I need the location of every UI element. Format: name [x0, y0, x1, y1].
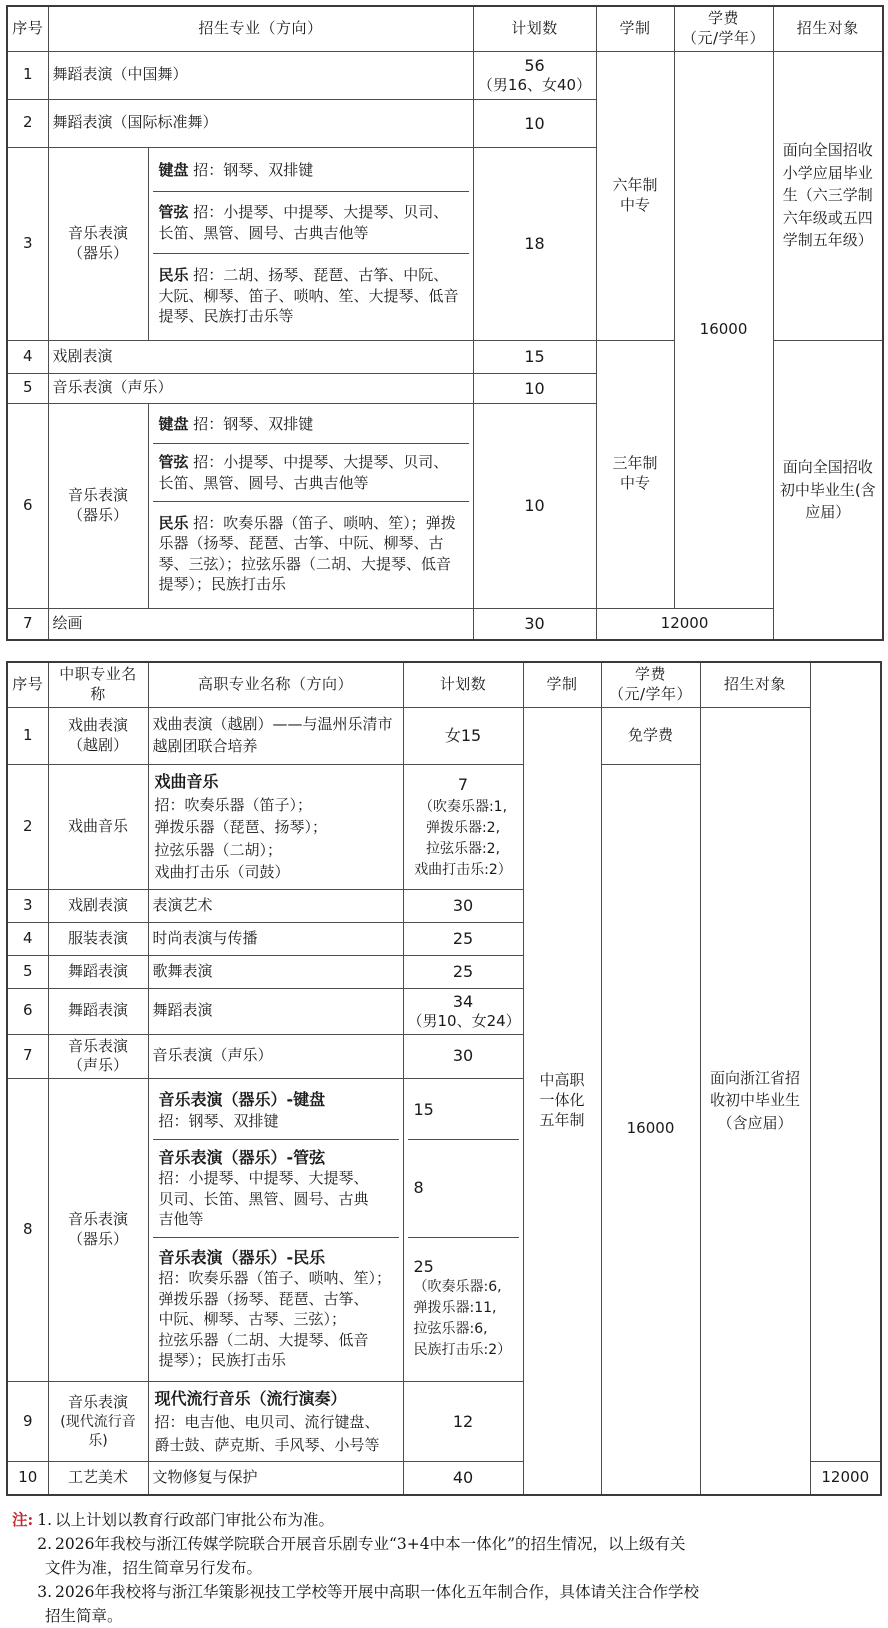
target-zhejiang: 面向浙江省招收初中毕业生（含应届）	[700, 707, 810, 1495]
direction-label: 民乐	[158, 266, 189, 285]
fee-16000: 16000	[674, 51, 773, 608]
row-vocational-line1: 戏曲表演	[67, 715, 128, 734]
direction-row	[153, 254, 469, 338]
direction-row	[153, 406, 469, 444]
row-major: 戏剧表演	[48, 340, 473, 373]
row-plan-main: 40	[452, 1468, 474, 1488]
college-line: 弹拨乐器（扬琴、琵琶、古筝、	[158, 1289, 369, 1308]
col-header-target: 招生对象	[700, 662, 810, 707]
row-plan	[403, 922, 523, 955]
direction-label: 键盘	[158, 415, 189, 434]
direction-label: 民乐	[158, 514, 189, 533]
college-line: 拉弦乐器（二胡）；	[154, 840, 283, 859]
college-line: 贝司、长笛、黑管、圆号、古典	[158, 1189, 369, 1208]
row-plan	[473, 340, 596, 373]
table-header-row	[7, 6, 883, 51]
row-vocational-line2: （器乐）	[67, 1230, 128, 1249]
row-no: 7	[7, 608, 48, 640]
direction-group	[148, 147, 473, 340]
row-no: 3	[7, 889, 48, 922]
row-plan-main: 25	[413, 1256, 434, 1276]
row-major: 舞蹈表演（中国舞）	[48, 51, 473, 99]
row-plan	[403, 707, 523, 764]
system-line1: 六年制	[612, 175, 658, 194]
col-header-target: 招生对象	[773, 6, 883, 51]
row-vocational-major	[48, 1034, 148, 1079]
system-integrated	[523, 707, 601, 1495]
row-plan-main: 女15	[444, 725, 482, 745]
notes-block	[6, 1508, 882, 1628]
college-line: 招：吹奏乐器（笛子）；	[154, 795, 313, 814]
direction-cell	[153, 406, 469, 444]
row-major: 音乐表演（声乐）	[48, 373, 473, 403]
row-no: 1	[7, 51, 48, 99]
note-text-continued: 招生简章。	[45, 1606, 123, 1625]
row-plan	[403, 1462, 523, 1495]
college-title: 音乐表演（器乐）-民乐	[158, 1247, 326, 1267]
col-header-plan: 计划数	[403, 662, 523, 707]
row-plan-line: （吹奏乐器:6,	[413, 1279, 502, 1296]
row-college-major: 舞蹈表演	[148, 988, 403, 1034]
direction-label: 管弦	[158, 453, 189, 472]
row-plan-line: 民族打击乐:2）	[413, 1342, 512, 1359]
table-spacer	[6, 641, 882, 661]
direction-row	[153, 150, 469, 192]
system-six-year	[596, 51, 674, 340]
row-no: 7	[7, 1034, 48, 1079]
college-line: 中阮、柳琴、古琴、三弦）；	[158, 1310, 347, 1329]
row-plan-main: 15	[413, 1100, 434, 1120]
col-header-fee-line2: （元/学年）	[681, 28, 766, 47]
row-vocational-line1: 音乐表演	[67, 1393, 128, 1412]
row-no: 6	[7, 988, 48, 1034]
row-plan-main: 25	[452, 928, 474, 948]
row-no: 5	[7, 955, 48, 988]
col-header-system: 学制	[596, 6, 674, 51]
row-plan-main: 30	[524, 614, 545, 634]
col-header-plan: 计划数	[473, 6, 596, 51]
direction-label: 键盘	[158, 161, 189, 180]
col-header-fee-line1: 学费	[634, 665, 666, 684]
target-primary: 面向全国招收小学应届毕业生（六三学制六年级或五四学制五年级）	[773, 51, 883, 340]
row-plan-main: 10	[524, 378, 545, 398]
target-junior: 面向全国招收初中毕业生(含应届）	[773, 340, 883, 640]
note-index: 3.	[37, 1582, 53, 1601]
row-plan	[403, 889, 523, 922]
row-college-major	[148, 1382, 403, 1462]
row-plan	[473, 608, 596, 640]
row-plan-line: 弹拨乐器:11,	[413, 1300, 497, 1317]
row-vocational-line1: 音乐表演	[67, 1036, 128, 1055]
row-vocational-major: 工艺美术	[48, 1462, 148, 1495]
row-vocational-major: 戏剧表演	[48, 889, 148, 922]
note-text: 以上计划以教育行政部门审批公布为准。	[55, 1510, 335, 1529]
row-vocational-major	[48, 707, 148, 764]
row-no: 2	[7, 99, 48, 147]
system-line3: 五年制	[539, 1110, 585, 1129]
note-index: 2.	[37, 1534, 53, 1553]
college-line: 提琴）；民族打击乐	[158, 1350, 287, 1369]
row-vocational-major: 舞蹈表演	[48, 955, 148, 988]
row-vocational-major: 舞蹈表演	[48, 988, 148, 1034]
direction-row	[153, 444, 469, 502]
system-line2: 一体化	[539, 1090, 585, 1109]
row-plan	[403, 1382, 523, 1462]
college-title: 音乐表演（器乐）-键盘	[158, 1089, 326, 1109]
col-header-fee	[674, 6, 773, 51]
row-vocational-major: 戏曲音乐	[48, 764, 148, 889]
college-line: 戏曲打击乐（司鼓）	[154, 863, 290, 882]
row-plan	[403, 764, 523, 889]
table-row	[7, 51, 883, 99]
direction-cell	[153, 150, 469, 192]
row-no: 1	[7, 707, 48, 764]
row-major: 绘画	[48, 608, 473, 640]
row-plan	[403, 1034, 523, 1079]
row-plan	[403, 988, 523, 1034]
row-college-major: 表演艺术	[148, 889, 403, 922]
college-line: 招：吹奏乐器（笛子、唢呐、笙）；	[158, 1269, 392, 1288]
direction-label: 管弦	[158, 203, 189, 222]
row-plan-line: （吹奏乐器:1,	[418, 798, 508, 815]
col-header-major: 招生专业（方向）	[48, 6, 473, 51]
row-no: 4	[7, 340, 48, 373]
col-header-fee-line1: 学费	[708, 9, 740, 27]
row-vocational-major	[48, 1382, 148, 1462]
college-title: 戏曲音乐	[154, 771, 219, 791]
direction-row	[153, 192, 469, 254]
row-vocational-line2: （越剧）	[67, 735, 128, 754]
direction-group	[148, 403, 473, 608]
row-plan-main: 10	[524, 496, 545, 516]
row-college-major: 戏曲表演（越剧）——与温州乐清市越剧团联合培养	[148, 707, 403, 764]
fee-12000: 12000	[810, 1462, 881, 1495]
table-row	[7, 608, 883, 640]
col-header-no: 序号	[7, 662, 48, 707]
row-plan-main: 12	[452, 1411, 474, 1431]
table-header-row	[7, 662, 881, 707]
system-line1: 三年制	[612, 454, 658, 473]
note-item	[12, 1580, 882, 1604]
row-no: 4	[7, 922, 48, 955]
row-college-major: 时尚表演与传播	[148, 922, 403, 955]
row-plan-main: 8	[413, 1178, 424, 1198]
direction-text: 招：小提琴、中提琴、大提琴、贝司、长笛、黑管、圆号、古典吉他等	[158, 453, 449, 492]
row-plan-main: 30	[452, 895, 474, 915]
row-vocational-line2: （声乐）	[67, 1056, 128, 1075]
col-header-fee	[601, 662, 700, 707]
college-subgroup	[148, 1079, 403, 1382]
row-plan-main: 7	[457, 774, 469, 794]
row-vocational-major	[48, 1079, 148, 1382]
direction-text: 招：钢琴、双排键	[193, 161, 314, 180]
college-title: 现代流行音乐（流行演奏）	[154, 1389, 347, 1409]
row-plan	[473, 147, 596, 340]
note-index: 1.	[37, 1510, 53, 1529]
row-college-major: 文物修复与保护	[148, 1462, 403, 1495]
row-vocational-line1: 音乐表演	[67, 1210, 128, 1229]
table-secondary-vocational	[6, 5, 884, 641]
row-plan	[473, 99, 596, 147]
row-plan-main: 10	[524, 113, 545, 133]
col-header-vocational-major: 中职专业名称	[48, 662, 148, 707]
row-vocational-line2: (现代流行音乐)	[60, 1414, 136, 1449]
row-college-major: 音乐表演（声乐）	[148, 1034, 403, 1079]
row-no: 8	[7, 1079, 48, 1382]
row-plan-line: 弹拨乐器:2,	[425, 819, 501, 836]
direction-text: 招：吹奏乐器（笛子、唢呐、笙）；弹拨乐器（扬琴、琵琶、古筝、中阮、柳琴、古琴、三弦）；拉弦乐器（二胡、大提琴、低音提琴）；民族打击乐	[158, 514, 456, 594]
row-major	[48, 403, 148, 608]
system-line2: 中专	[620, 474, 651, 493]
row-plan-main: 30	[452, 1046, 474, 1066]
college-subcell	[153, 1237, 399, 1379]
row-major-line2: （器乐）	[67, 505, 128, 524]
row-major	[48, 147, 148, 340]
row-plan	[408, 1237, 519, 1379]
direction-cell	[153, 192, 469, 254]
college-line: 弹拨乐器（琵琶、扬琴）；	[154, 818, 328, 837]
system-three-year	[596, 340, 674, 608]
direction-cell	[153, 254, 469, 338]
direction-cell	[153, 502, 469, 606]
college-subrow	[153, 1139, 399, 1237]
direction-text: 招：小提琴、中提琴、大提琴、贝司、长笛、黑管、圆号、古典吉他等	[158, 203, 449, 242]
row-plan	[408, 1081, 519, 1139]
college-line: 爵士鼓、萨克斯、手风琴、小号等	[154, 1435, 380, 1454]
row-no: 9	[7, 1382, 48, 1462]
row-vocational-major: 服装表演	[48, 922, 148, 955]
col-header-no: 序号	[7, 6, 48, 51]
fee-12000: 12000	[596, 608, 773, 640]
college-line: 招：钢琴、双排键	[158, 1111, 279, 1130]
table-row	[7, 707, 881, 764]
row-plan-main: 18	[524, 234, 545, 254]
row-major-line2: （器乐）	[67, 243, 128, 262]
row-plan-main: 56	[524, 55, 545, 75]
college-subrow	[153, 1237, 399, 1379]
row-plan	[403, 955, 523, 988]
col-header-fee-line2: （元/学年）	[608, 684, 693, 703]
row-no: 10	[7, 1462, 48, 1495]
row-plan-sub: （男10、女24）	[407, 1011, 521, 1030]
direction-text: 招：二胡、扬琴、琵琶、古筝、中阮、大阮、柳琴、笛子、唢呐、笙、大提琴、低音提琴、民族打击乐等	[158, 266, 459, 326]
plan-subrow	[408, 1081, 519, 1139]
college-subcell	[153, 1139, 399, 1237]
note-text: 2026年我校将与浙江华策影视技工学校等开展中高职一体化五年制合作，具体请关注合作学校	[55, 1582, 699, 1601]
plan-subgroup	[403, 1079, 523, 1382]
system-line1: 中高职	[539, 1070, 585, 1089]
note-text-continued: 文件为准，招生简章另行发布。	[45, 1558, 263, 1577]
row-plan-line: 拉弦乐器:6,	[413, 1321, 488, 1338]
row-plan-main: 15	[524, 347, 545, 367]
row-plan-line: 戏曲打击乐:2）	[414, 861, 512, 878]
row-plan-sub: （男16、女40）	[477, 75, 592, 94]
direction-cell	[153, 444, 469, 502]
row-plan	[473, 51, 596, 99]
col-header-system: 学制	[523, 662, 601, 707]
notes-label: 注:	[12, 1509, 34, 1529]
row-no: 3	[7, 147, 48, 340]
system-line2: 中专	[620, 195, 651, 214]
college-line: 吉他等	[158, 1210, 204, 1229]
note-text: 2026年我校与浙江传媒学院联合开展音乐剧专业“3+4中本一体化”的招生情况，以上级有关	[55, 1534, 686, 1553]
row-plan-line: 拉弦乐器:2,	[425, 840, 501, 857]
row-plan	[473, 373, 596, 403]
fee-16000: 16000	[601, 764, 700, 1495]
row-no: 2	[7, 764, 48, 889]
note-item	[12, 1508, 882, 1532]
col-header-college-major: 高职专业名称（方向）	[148, 662, 403, 707]
row-major-line1: 音乐表演	[67, 485, 128, 504]
row-college-major	[148, 764, 403, 889]
row-plan	[473, 403, 596, 608]
college-subrow	[153, 1081, 399, 1139]
row-major-line1: 音乐表演	[67, 223, 128, 242]
plan-subrow	[408, 1237, 519, 1379]
row-no: 6	[7, 403, 48, 608]
row-plan-main: 34	[452, 991, 474, 1011]
note-item	[12, 1532, 882, 1556]
college-line: 招：小提琴、中提琴、大提琴、	[158, 1169, 369, 1188]
row-no: 5	[7, 373, 48, 403]
college-line: 拉弦乐器（二胡、大提琴、低音	[158, 1330, 369, 1349]
college-title: 音乐表演（器乐）-管弦	[158, 1147, 326, 1167]
fee-free: 免学费	[601, 707, 700, 764]
row-plan	[408, 1139, 519, 1237]
table-five-year-integrated	[6, 661, 882, 1496]
row-plan-main: 25	[452, 961, 474, 981]
row-major: 舞蹈表演（国际标准舞）	[48, 99, 473, 147]
plan-subrow	[408, 1139, 519, 1237]
college-subcell	[153, 1081, 399, 1139]
direction-row	[153, 502, 469, 606]
row-college-major: 歌舞表演	[148, 955, 403, 988]
direction-text: 招：钢琴、双排键	[193, 415, 314, 434]
college-line: 招：电吉他、电贝司、流行键盘、	[154, 1413, 380, 1432]
